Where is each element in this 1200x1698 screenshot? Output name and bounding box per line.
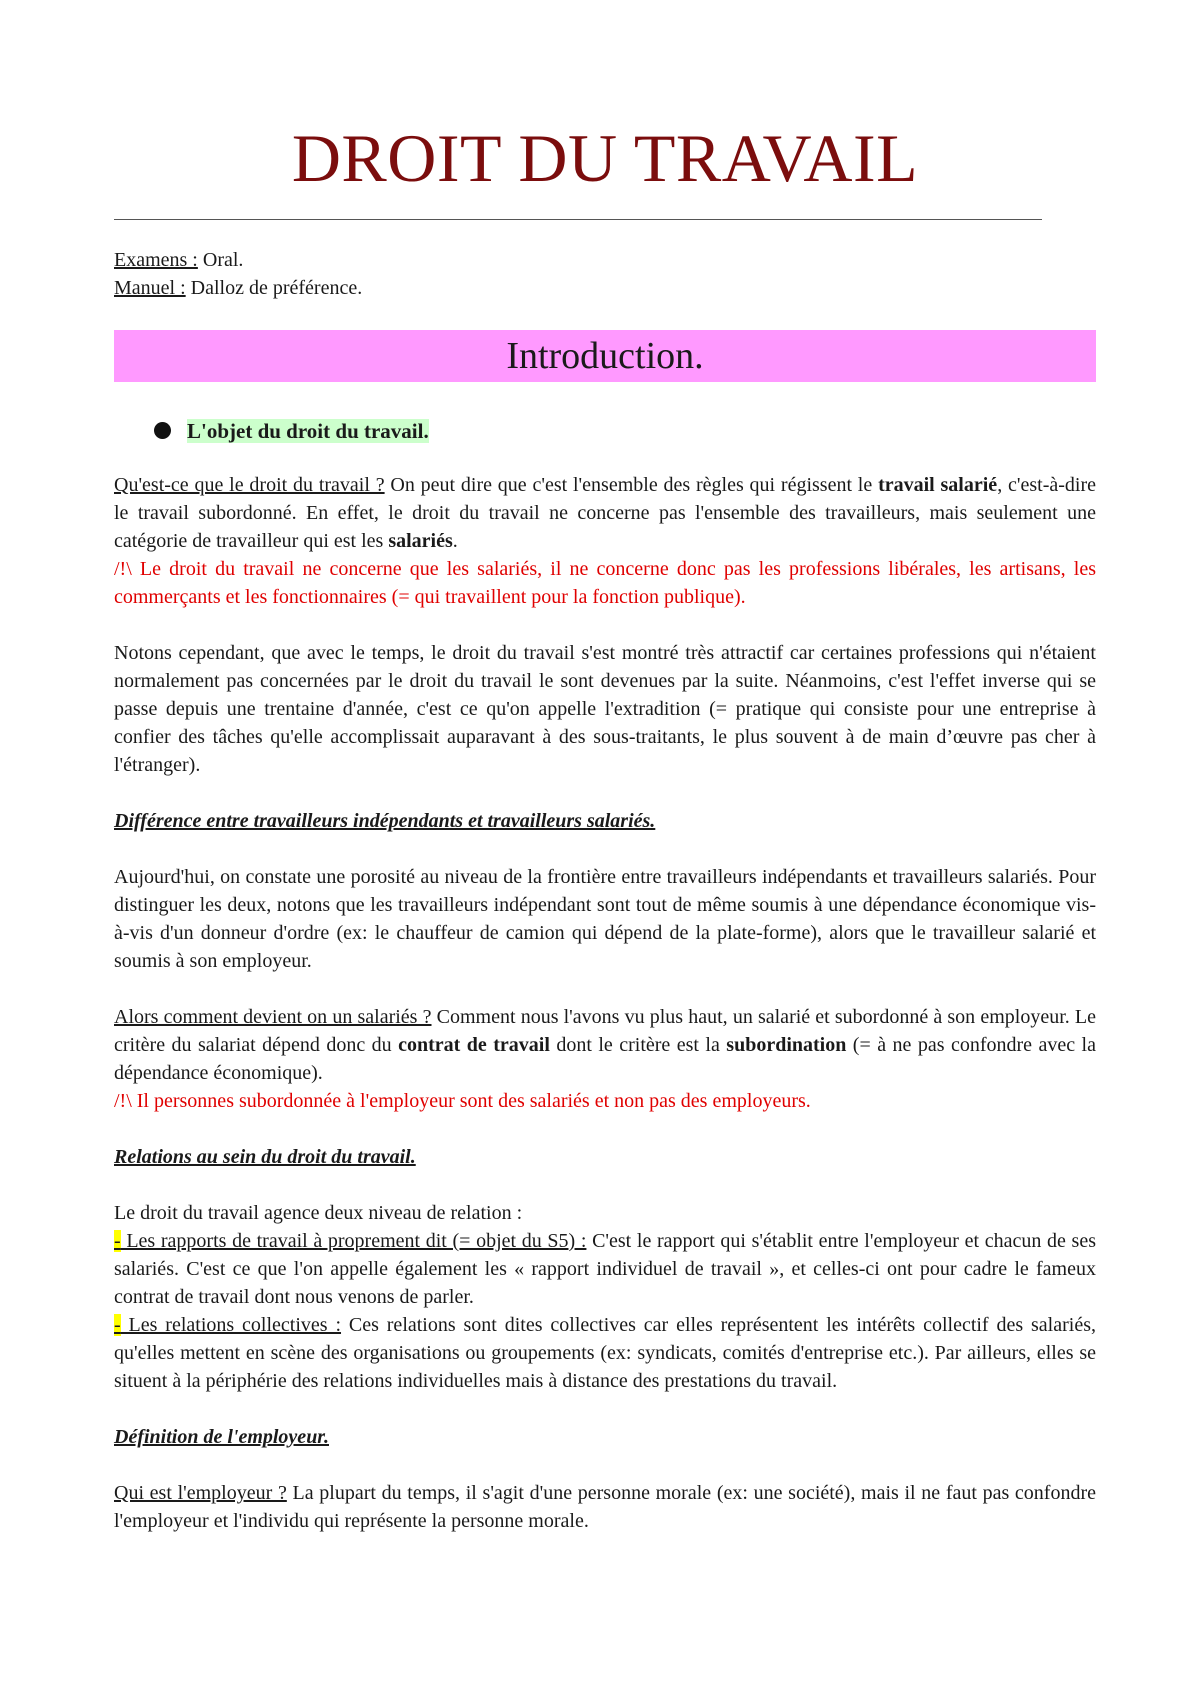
text-run: C'est le rapport qui s'établit entre l'employeur et chacun de ses salariés. C'est ce que l'on appelle également les « rapport individuel de travail », et celles-ci ont pour cadre le fameux contrat de travail dont nous venons de parler. xyxy=(114,1230,1096,1308)
list-item-collective xyxy=(114,1311,1096,1395)
paragraph-subordination xyxy=(114,1003,1096,1087)
manual-value: Dalloz de préférence. xyxy=(185,277,363,299)
question-label: Qui est l'employeur ? xyxy=(114,1482,287,1504)
text-run: , c'est-à-dire le travail subordonné. En effet, le droit du travail ne concerne pas l'ensemble des travailleurs, mais seulement une catégorie de travailleur qui est les xyxy=(114,474,1096,552)
warning-note: /!\ Le droit du travail ne concerne que les salariés, il ne concerne donc pas les professions libérales, les artisans, les commerçants et les fonctionnaires (= qui travaillent pour la fonction publique). xyxy=(114,558,1096,608)
bullet-heading-text: L'objet du droit du travail. xyxy=(187,419,429,443)
question-label: Qu'est-ce que le droit du travail ? xyxy=(114,474,385,496)
list-item-individual xyxy=(114,1227,1096,1311)
paragraph-relations-intro: Le droit du travail agence deux niveau de relation : xyxy=(114,1202,523,1224)
bullet-icon xyxy=(154,422,171,439)
dash-marker: - xyxy=(114,1230,121,1252)
manual-label: Manuel : xyxy=(114,277,186,299)
document-title: DROIT DU TRAVAIL xyxy=(291,120,919,196)
exam-label: Examens : xyxy=(114,249,198,271)
dash-marker: - xyxy=(114,1314,121,1336)
paragraph-difference: Aujourd'hui, on constate une porosité au niveau de la frontière entre travailleurs indépendants et travailleurs salariés. Pour distinguer les deux, notons que les travailleurs indépendant sont tout de même soumis à une dépendance économique vis-à-vis d'un donneur d'ordre (ex: le chauffeur de camion qui dépend de la plate-forme), alors que le travailleur salarié et soumis à son employeur. xyxy=(114,866,1096,972)
text-run: Comment nous l'avons vu plus haut, un salarié et subordonné à son employeur. Le critère du salariat dépend donc du xyxy=(114,1006,1096,1056)
section-heading-employer: Définition de l'employeur. xyxy=(114,1426,329,1448)
section-heading-difference: Différence entre travailleurs indépendants et travailleurs salariés. xyxy=(114,810,656,832)
course-meta xyxy=(114,246,362,302)
exam-line xyxy=(114,246,362,274)
introduction-heading: Introduction. xyxy=(114,330,1096,382)
text-run: dont le critère est la xyxy=(549,1034,727,1056)
exam-value: Oral. xyxy=(197,249,244,271)
text-run: La plupart du temps, il s'agit d'une personne morale (ex: une société), mais il ne faut pas confondre l'employeur et l'individu qui représente la personne morale. xyxy=(114,1482,1097,1532)
warning-note: /!\ Il personnes subordonnée à l'employeur sont des salariés et non pas des employeurs. xyxy=(114,1090,811,1112)
item-label: Les rapports de travail à proprement dit (= objet du S5) : xyxy=(120,1230,587,1252)
bold-term: subordination xyxy=(726,1034,847,1056)
question-label: Alors comment devient on un salariés ? xyxy=(114,1006,432,1028)
text-run: On peut dire que c'est l'ensemble des règles qui régissent le xyxy=(384,474,879,496)
bold-term: salariés xyxy=(388,530,453,552)
text-run: (= à ne pas confondre avec la dépendance économique). xyxy=(114,1034,1096,1084)
manual-line xyxy=(114,274,362,302)
bold-term: travail salarié xyxy=(878,474,998,496)
section-heading-relations: Relations au sein du droit du travail. xyxy=(114,1146,416,1168)
paragraph-extension: Notons cependant, que avec le temps, le droit du travail s'est montré très attractif car certaines professions qui n'étaient normalement pas concernées par le droit du travail le sont devenues par la suite. Néanmoins, c'est l'effet inverse qui se passe depuis une trentaine d'année, c'est ce qu'on appelle l'extradition (= pratique qui consiste pour une entreprise à confier des tâches qu'elle accomplissait auparavant à des sous-traitants, le plus souvent à de main d’œuvre pas cher à l'étranger). xyxy=(114,642,1096,776)
text-run: Ces relations sont dites collectives car elles représentent les intérêts collectif des salariés, qu'elles mettent en scène des organisations ou groupements (ex: syndicats, comités d'entreprise etc.). Par ailleurs, elles se situent à la périphérie des relations individuelles mais à distance des prestations du travail. xyxy=(114,1314,1096,1392)
bold-term: contrat de travail xyxy=(398,1034,550,1056)
title-rule xyxy=(114,219,1042,220)
item-label: Les relations collectives : xyxy=(120,1314,342,1336)
paragraph-employer xyxy=(114,1479,1096,1535)
paragraph-definition xyxy=(114,471,1096,555)
bullet-heading xyxy=(154,416,429,446)
text-run: . xyxy=(452,530,458,552)
document-body xyxy=(114,471,1096,1535)
